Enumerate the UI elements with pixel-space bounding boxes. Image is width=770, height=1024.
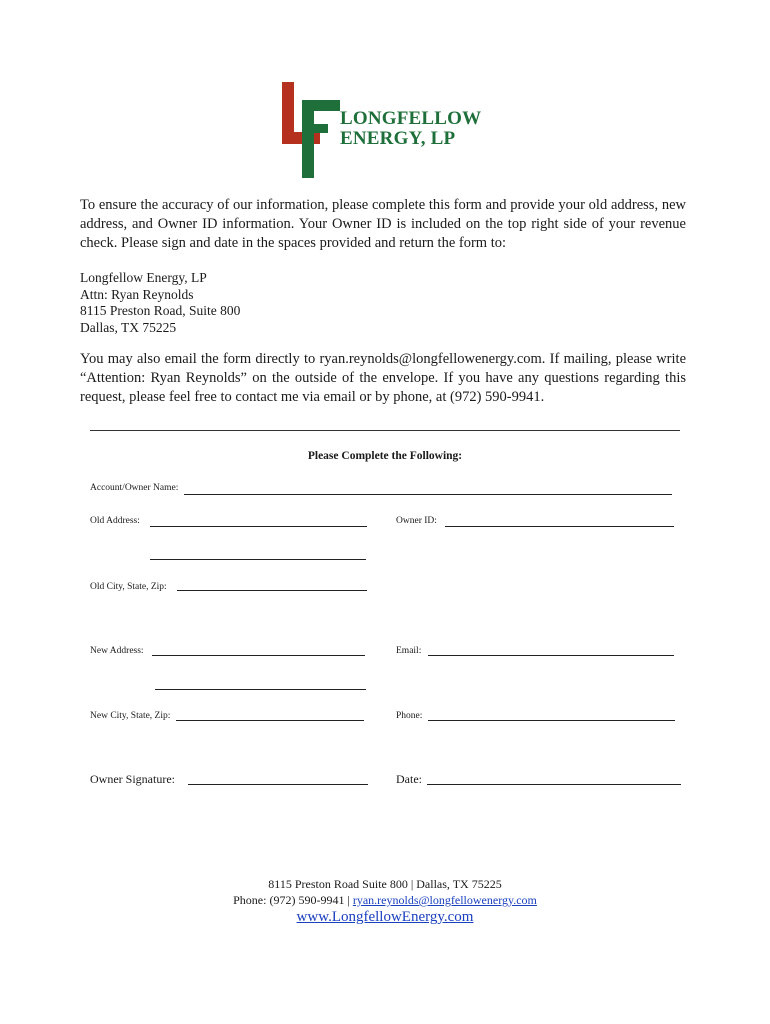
old-address-line2-field[interactable] — [150, 559, 366, 560]
address-line: 8115 Preston Road, Suite 800 — [80, 303, 241, 318]
account-owner-name-label: Account/Owner Name: — [90, 483, 179, 493]
intro-paragraph — [80, 196, 686, 253]
old-city-state-zip-label: Old City, State, Zip: — [90, 582, 167, 592]
address-line: Dallas, TX 75225 — [80, 319, 177, 335]
footer-phone: Phone: (972) 590-9941 | — [233, 893, 353, 907]
website-link[interactable]: www.LongfellowEnergy.com — [296, 909, 474, 925]
address-line: Longfellow Energy, LP — [80, 270, 207, 285]
form-title: Please Complete the Following: — [307, 450, 463, 462]
new-city-state-zip-label: New City, State, Zip: — [90, 711, 171, 721]
logo-name-line2: ENERGY, LP — [340, 128, 456, 149]
company-logo — [276, 78, 496, 180]
phone-field[interactable] — [428, 720, 675, 721]
account-owner-name-field[interactable] — [184, 494, 672, 495]
new-address-line2-field[interactable] — [155, 689, 366, 690]
old-address-label: Old Address: — [90, 516, 140, 526]
owner-signature-field[interactable] — [188, 784, 368, 785]
address-line: Attn: Ryan Reynolds — [80, 286, 194, 302]
date-field[interactable] — [427, 784, 681, 785]
footer-contact — [0, 893, 770, 908]
instructions-text: To ensure the accuracy of our information, please complete this form and provide your old address, new address, and Owner ID information. Your Owner ID is included on the top right side of your revenue check. Please sign and date in the spaces provided and return the form to: — [80, 197, 686, 251]
owner-id-label: Owner ID: — [396, 516, 437, 526]
new-address-label: New Address: — [90, 646, 144, 656]
mailing-address — [80, 270, 380, 336]
lf-monogram-logo — [276, 78, 346, 180]
footer-address: 8115 Preston Road Suite 800 | Dallas, TX 75225 — [268, 877, 502, 891]
section-divider — [90, 430, 680, 431]
email-label: Email: — [396, 646, 422, 656]
logo-name-line1: LONGFELLOW — [340, 108, 482, 129]
email-field[interactable] — [428, 655, 674, 656]
contact-paragraph — [80, 350, 686, 407]
new-address-field[interactable] — [152, 655, 365, 656]
owner-id-field[interactable] — [445, 526, 674, 527]
date-label: Date: — [396, 772, 422, 786]
owner-signature-label: Owner Signature: — [90, 772, 175, 786]
footer-website-row — [0, 909, 770, 926]
phone-label: Phone: — [396, 711, 423, 721]
new-city-state-zip-field[interactable] — [176, 720, 364, 721]
contact-text: You may also email the form directly to ryan.reynolds@longfellowenergy.com. If mailing, please write “Attention: Ryan Reynolds” on the outside of the envelope. If you have any questions regarding this request, please feel free to contact me via email or by phone, at (972) 590-9941. — [80, 351, 686, 405]
footer-email-link[interactable]: ryan.reynolds@longfellowenergy.com — [352, 893, 537, 907]
old-city-state-zip-field[interactable] — [177, 590, 367, 591]
old-address-field[interactable] — [150, 526, 367, 527]
